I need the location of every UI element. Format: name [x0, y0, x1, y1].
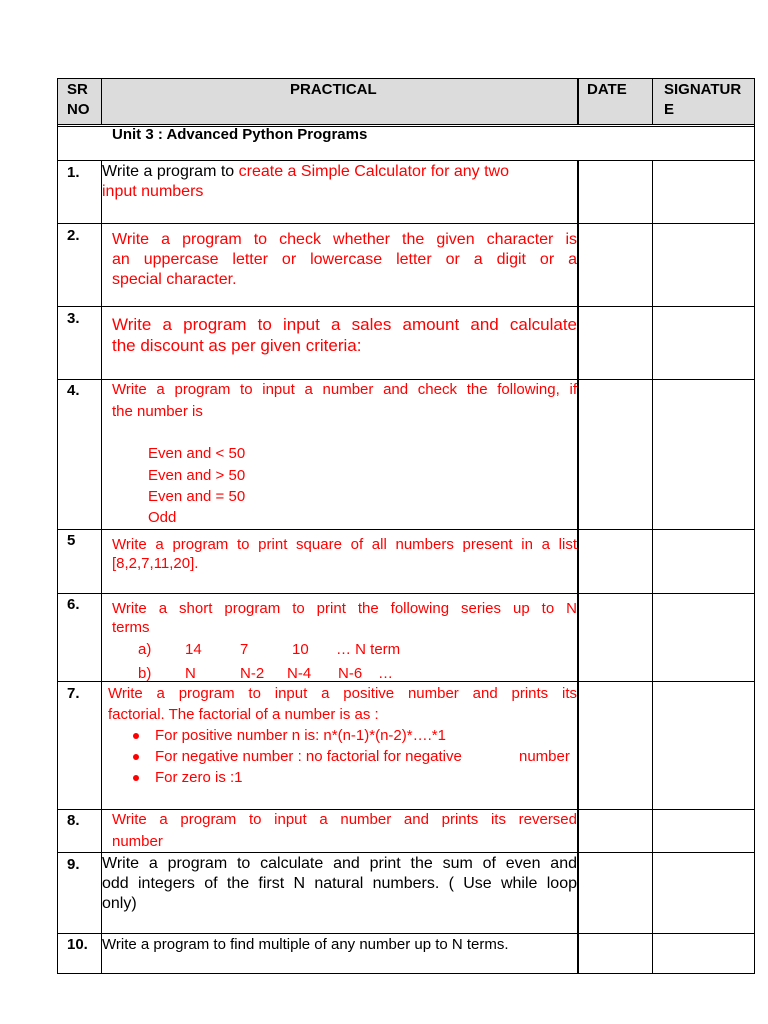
row-9-line1: Write a program to calculate and print the sum of even and — [102, 855, 577, 872]
row-4-line2: the number is — [112, 403, 203, 420]
row-divider — [57, 852, 755, 853]
series-b-value: N-2 — [240, 665, 265, 682]
header-sr-no: SR NO — [67, 81, 90, 118]
row-9-line2: odd integers of the first N natural numbers. ( Use while loop — [102, 875, 577, 892]
row-3-line2: the discount as per given criteria: — [112, 336, 362, 355]
row-6-line1: Write a short program to print the following series up to N — [112, 600, 577, 617]
series-a-value: 7 — [240, 641, 249, 658]
column-divider — [101, 78, 102, 125]
series-b-label: b) — [138, 665, 152, 682]
series-a-value: … N term — [336, 641, 401, 658]
row-number: 5 — [67, 532, 76, 549]
row-7-line1: Write a program to input a positive number and prints its — [108, 685, 577, 702]
row-4-line1: Write a program to input a number and check the following, if — [112, 381, 577, 398]
row-number: 10. — [67, 936, 88, 953]
series-b-value: N-4 — [287, 665, 312, 682]
row-number: 3. — [67, 310, 80, 327]
row-1-text: Write a program to create a Simple Calculator for any two — [102, 163, 509, 180]
series-a-value: 10 — [292, 641, 309, 658]
row-4-item: Even and = 50 — [148, 488, 246, 505]
row-7-line2: factorial. The factorial of a number is as : — [108, 706, 379, 723]
header-signature: SIGNATUR E — [664, 81, 742, 118]
row-9-line3: only) — [102, 895, 137, 912]
column-divider — [652, 160, 653, 974]
row-2-line1: Write a program to check whether the given character is — [112, 231, 577, 248]
row-8-line1: Write a program to input a number and prints its reversed — [112, 811, 577, 828]
bullet-icon — [133, 775, 139, 781]
row-divider — [57, 160, 755, 161]
row-4-item: Odd — [148, 509, 177, 526]
row-10-line1: Write a program to find multiple of any number up to N terms. — [102, 936, 509, 953]
row-number: 8. — [67, 812, 80, 829]
row-3-line1: Write a program to input a sales amount and calculate — [112, 315, 577, 334]
row-4-item: Even and < 50 — [148, 445, 246, 462]
row-divider — [57, 593, 755, 594]
row-6-line2: terms — [112, 619, 150, 636]
row-2-line2: an uppercase letter or lowercase letter or a digit or a — [112, 251, 577, 268]
series-a-value: 14 — [185, 641, 202, 658]
row-divider — [57, 223, 755, 224]
row-8-line2: number — [112, 833, 163, 850]
row-number: 2. — [67, 227, 80, 244]
row-number: 6. — [67, 596, 80, 613]
column-divider — [577, 78, 579, 125]
row-7-bullet: For zero is :1 — [155, 769, 243, 786]
row-number: 4. — [67, 382, 80, 399]
header-date: DATE — [587, 81, 627, 98]
row-divider — [57, 681, 755, 682]
row-1-text-line2: input numbers — [102, 183, 204, 200]
series-b-value: N — [185, 665, 196, 682]
row-7-bullet: For negative number : no factorial for negative — [155, 748, 462, 765]
column-divider — [652, 78, 653, 125]
row-4-item: Even and > 50 — [148, 467, 246, 484]
column-divider — [577, 160, 579, 974]
series-b-value: … — [378, 665, 393, 682]
series-b-value: N-6 — [338, 665, 363, 682]
series-a-label: a) — [138, 641, 152, 658]
row-divider — [57, 933, 755, 934]
row-number: 9. — [67, 856, 80, 873]
row-7-bullet: For positive number n is: n*(n-1)*(n-2)*….*1 — [155, 727, 446, 744]
row-divider — [57, 529, 755, 530]
row-5-line1: Write a program to print square of all numbers present in a list — [112, 536, 577, 553]
bullet-icon — [133, 754, 139, 760]
row-7-bullet-end: number — [519, 748, 570, 765]
row-divider — [57, 306, 755, 307]
bullet-icon — [133, 733, 139, 739]
header-practical: PRACTICAL — [290, 81, 377, 98]
column-divider — [101, 160, 102, 974]
row-number: 1. — [67, 164, 80, 181]
row-number: 7. — [67, 685, 80, 702]
unit-title: Unit 3 : Advanced Python Programs — [112, 126, 368, 143]
row-5-line2: [8,2,7,11,20]. — [112, 555, 199, 572]
row-2-line3: special character. — [112, 271, 237, 288]
